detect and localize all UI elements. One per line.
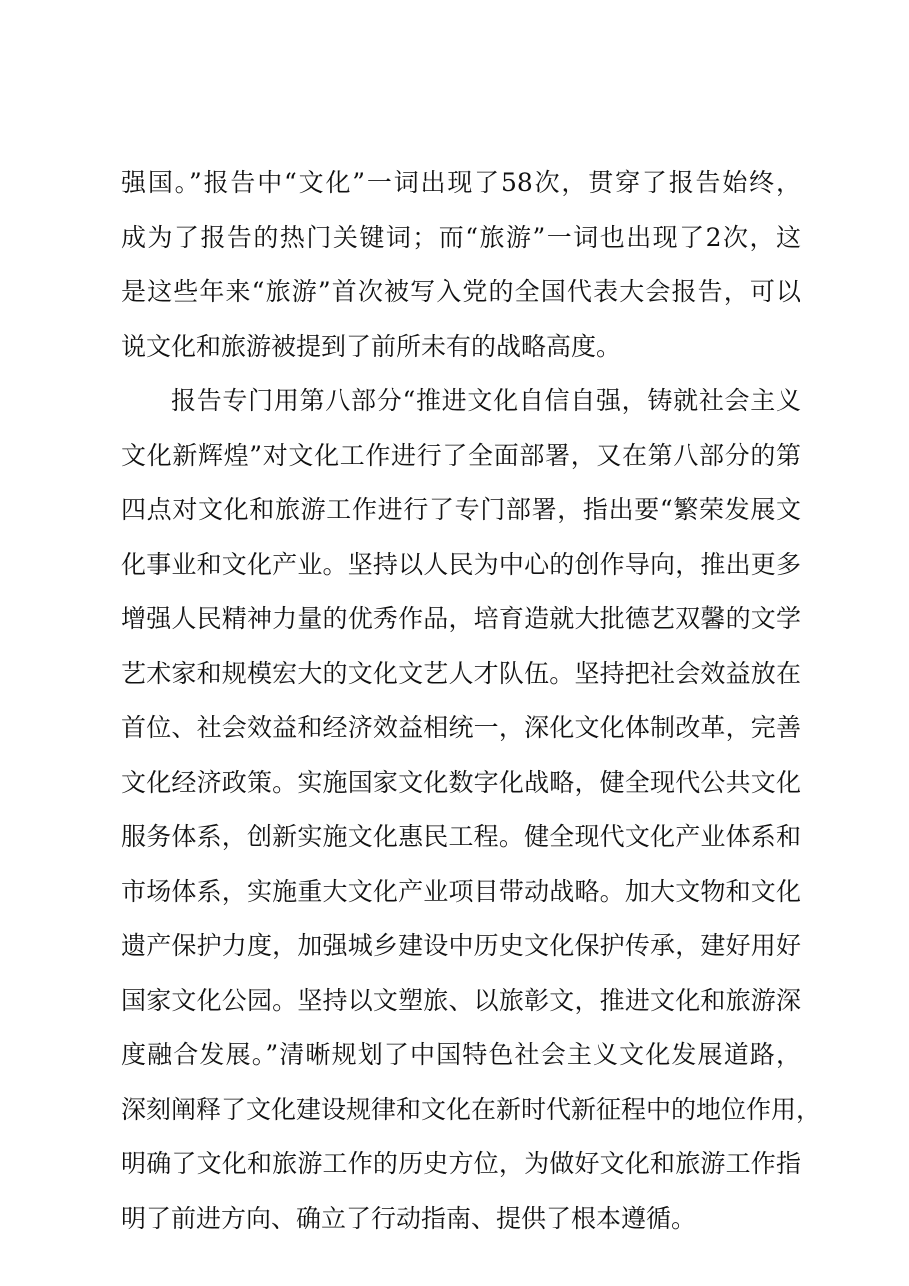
paragraph-2-line-15: 明确了文化和旅游工作的历史方位，为做好文化和旅游工作指 <box>121 1149 801 1178</box>
paragraph-1-line-3: 是这些年来“旅游”首次被写入党的全国代表大会报告，可以 <box>121 277 801 306</box>
paragraph-1-line-2: 成为了报告的热门关键词；而“旅游”一词也出现了2次，这 <box>121 223 801 252</box>
paragraph-2-line-16: 明了前进方向、确立了行动指南、提供了根本遵循。 <box>121 1204 697 1233</box>
paragraph-2-line-2: 文化新辉煌”对文化工作进行了全面部署，又在第八部分的第 <box>121 441 801 470</box>
paragraph-2-line-8: 文化经济政策。实施国家文化数字化战略，健全现代公共文化 <box>121 768 801 797</box>
paragraph-2-line-12: 国家文化公园。坚持以文塑旅、以旅彰文，推进文化和旅游深 <box>121 986 801 1015</box>
paragraph-2-line-4: 化事业和文化产业。坚持以人民为中心的创作导向，推出更多 <box>121 550 801 579</box>
paragraph-1-line-1: 强国。”报告中“文化”一词出现了58次，贯穿了报告始终， <box>121 168 801 197</box>
paragraph-2-line-6: 艺术家和规模宏大的文化文艺人才队伍。坚持把社会效益放在 <box>121 659 801 688</box>
paragraph-2-line-1: 报告专门用第八部分“推进文化自信自强，铸就社会主义 <box>171 386 801 415</box>
paragraph-1-line-4: 说文化和旅游被提到了前所未有的战略高度。 <box>121 332 622 361</box>
paragraph-2-line-13: 度融合发展。”清晰规划了中国特色社会主义文化发展道路， <box>121 1040 801 1069</box>
paragraph-2-line-5: 增强人民精神力量的优秀作品，培育造就大批德艺双馨的文学 <box>121 604 801 633</box>
paragraph-2-line-7: 首位、社会效益和经济效益相统一，深化文化体制改革，完善 <box>121 713 801 742</box>
paragraph-2-line-3: 四点对文化和旅游工作进行了专门部署，指出要“繁荣发展文 <box>121 495 801 524</box>
paragraph-2-line-11: 遗产保护力度，加强城乡建设中历史文化保护传承，建好用好 <box>121 931 801 960</box>
paragraph-2-line-9: 服务体系，创新实施文化惠民工程。健全现代文化产业体系和 <box>121 822 801 851</box>
paragraph-2-line-10: 市场体系，实施重大文化产业项目带动战略。加大文物和文化 <box>121 877 801 906</box>
paragraph-2-line-14: 深刻阐释了文化建设规律和文化在新时代新征程中的地位作用， <box>121 1095 822 1124</box>
